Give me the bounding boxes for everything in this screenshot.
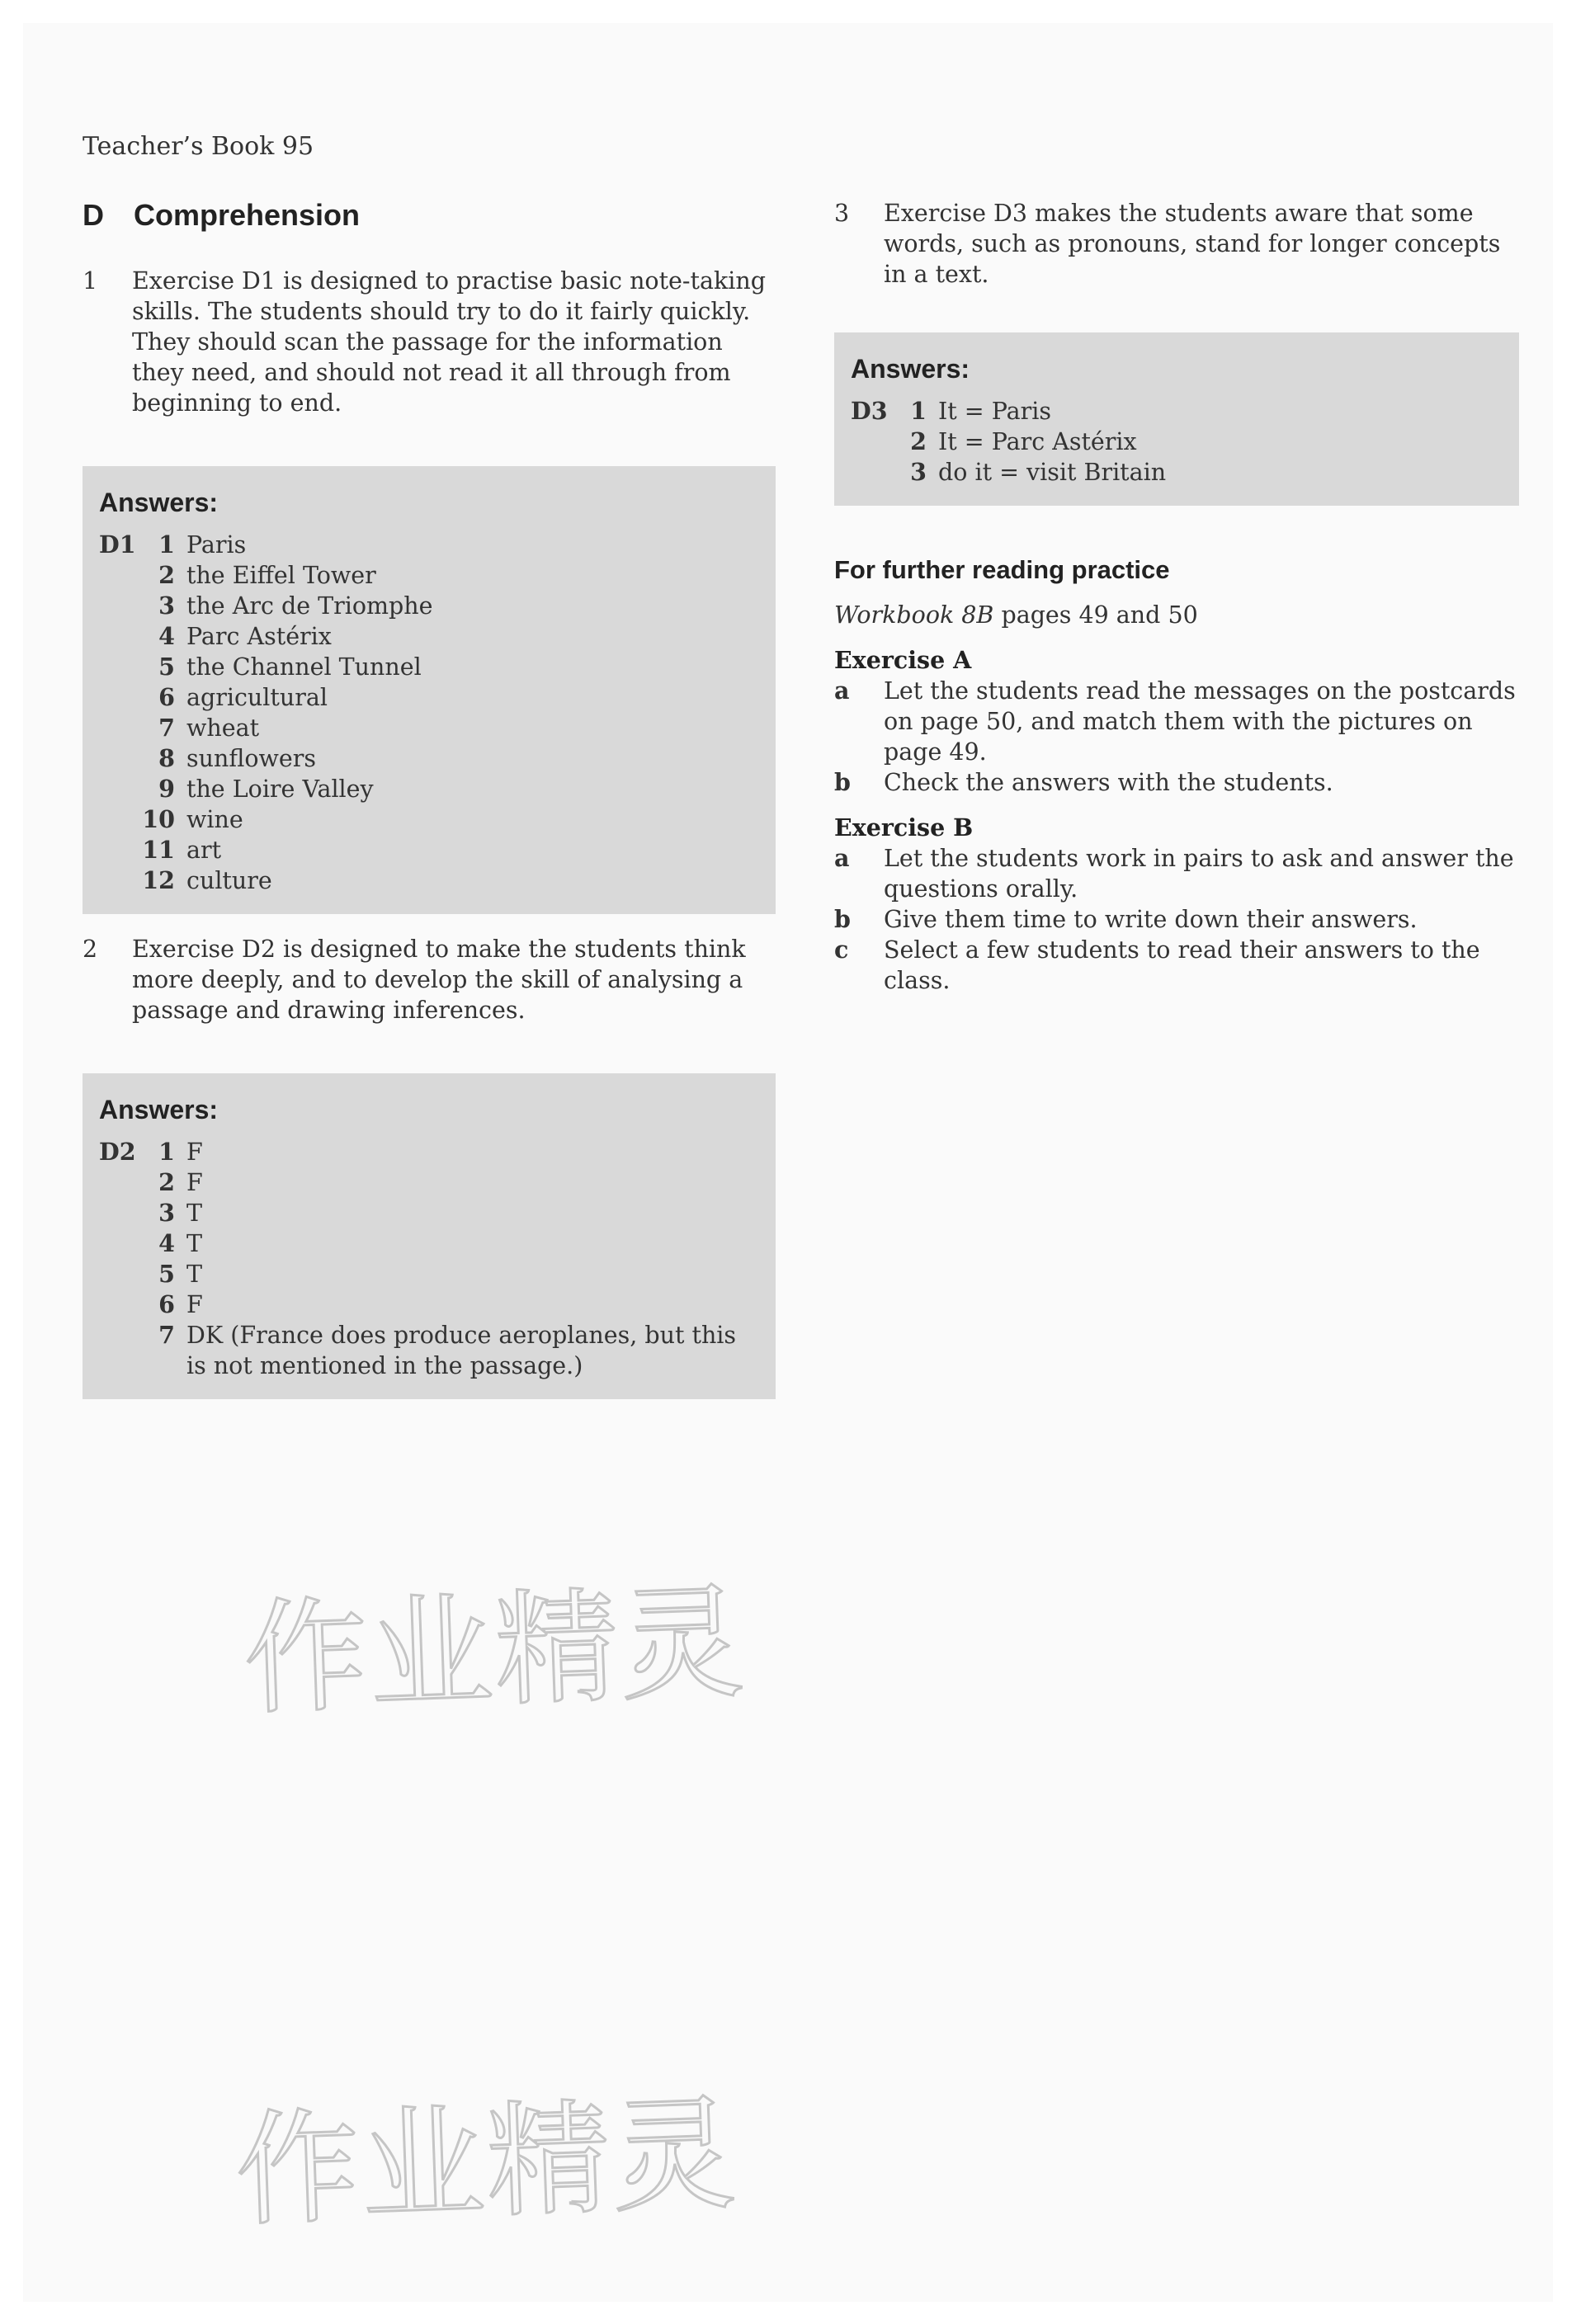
answer-text: the Eiffel Tower bbox=[186, 562, 376, 589]
answer-row bbox=[851, 427, 1499, 457]
paragraph-2 bbox=[83, 934, 776, 1025]
answer-number: 7 bbox=[158, 714, 175, 742]
answer-text: It = Paris bbox=[938, 398, 1051, 425]
workbook-title: Workbook 8B bbox=[834, 601, 994, 629]
answer-row bbox=[99, 1228, 756, 1259]
answer-text: the Arc de Triomphe bbox=[186, 592, 433, 620]
exercise-item bbox=[834, 676, 1519, 767]
exercise-title: Exercise A bbox=[834, 646, 972, 674]
paragraph-number: 3 bbox=[834, 200, 850, 227]
answer-number: 8 bbox=[158, 744, 175, 772]
answer-number: 6 bbox=[158, 1290, 175, 1318]
answer-row bbox=[99, 652, 756, 682]
answer-tag: D2 bbox=[99, 1138, 136, 1166]
answer-row bbox=[99, 1320, 756, 1381]
answer-row bbox=[99, 1137, 756, 1167]
answer-number: 7 bbox=[158, 1321, 175, 1349]
answer-row bbox=[99, 1167, 756, 1198]
answer-number: 6 bbox=[158, 683, 175, 711]
paragraph-3 bbox=[834, 198, 1519, 290]
answers-list-d1 bbox=[99, 530, 756, 896]
item-letter: a bbox=[834, 676, 850, 705]
answer-text: F bbox=[186, 1291, 203, 1318]
answer-text: T bbox=[186, 1230, 203, 1257]
answer-row bbox=[99, 1198, 756, 1228]
answer-text: culture bbox=[186, 867, 272, 894]
answers-list-d2 bbox=[99, 1137, 756, 1381]
paragraph-text: Exercise D2 is designed to make the students think more deeply, and to develop the skill of analysing a passage and drawing inferences. bbox=[132, 936, 746, 1024]
answer-number: 5 bbox=[158, 1260, 175, 1288]
answer-number: 5 bbox=[158, 653, 175, 681]
answer-row bbox=[99, 1259, 756, 1289]
item-letter: a bbox=[834, 844, 850, 872]
item-letter: b bbox=[834, 768, 851, 796]
answer-row bbox=[99, 682, 756, 713]
section-heading bbox=[83, 198, 776, 233]
item-letter: b bbox=[834, 905, 851, 933]
exercise-item bbox=[834, 843, 1519, 904]
answer-row bbox=[99, 835, 756, 865]
answer-text: Paris bbox=[186, 531, 247, 559]
answer-row bbox=[99, 560, 756, 591]
paragraph-1 bbox=[83, 266, 776, 418]
answer-text: wine bbox=[186, 806, 243, 833]
item-text: Let the students work in pairs to ask and answer the questions orally. bbox=[884, 845, 1514, 903]
answer-number: 3 bbox=[158, 1199, 175, 1227]
answer-number: 9 bbox=[158, 775, 175, 803]
paragraph-text: Exercise D3 makes the students aware that some words, such as pronouns, stand for longer concepts in a text. bbox=[884, 200, 1501, 288]
answer-number: 4 bbox=[158, 1229, 175, 1257]
left-column bbox=[83, 198, 776, 1399]
answer-number: 4 bbox=[158, 622, 175, 650]
right-column bbox=[834, 198, 1519, 1011]
watermark: 作业精灵 bbox=[233, 2082, 740, 2244]
item-text: Check the answers with the students. bbox=[884, 769, 1333, 796]
answer-row bbox=[99, 743, 756, 774]
answer-text: It = Parc Astérix bbox=[938, 428, 1137, 455]
answers-list-d3 bbox=[851, 396, 1499, 488]
answer-number: 1 bbox=[158, 1138, 175, 1166]
item-text: Select a few students to read their answers to the class. bbox=[884, 936, 1480, 994]
answer-row bbox=[99, 621, 756, 652]
further-reading-heading: For further reading practice bbox=[834, 555, 1170, 584]
answer-text: sunflowers bbox=[186, 745, 317, 772]
exercise-a bbox=[834, 645, 1519, 798]
answer-row bbox=[851, 396, 1499, 427]
answer-number: 2 bbox=[158, 561, 175, 589]
answers-box-d1 bbox=[83, 466, 776, 914]
answer-text: the Channel Tunnel bbox=[186, 653, 422, 681]
answer-number: 11 bbox=[142, 836, 175, 864]
answers-box-d2 bbox=[83, 1073, 776, 1399]
paragraph-number: 1 bbox=[83, 267, 98, 295]
exercise-item bbox=[834, 935, 1519, 996]
answer-text: Parc Astérix bbox=[186, 623, 332, 650]
exercise-item bbox=[834, 904, 1519, 935]
workbook-reference bbox=[834, 600, 1519, 630]
watermark: 作业精灵 bbox=[241, 1571, 748, 1732]
answer-number: 1 bbox=[158, 530, 175, 559]
workbook-pages: pages 49 and 50 bbox=[1001, 601, 1198, 629]
exercise-item bbox=[834, 767, 1519, 798]
answer-text: art bbox=[186, 837, 222, 864]
answers-box-d3 bbox=[834, 332, 1519, 506]
answer-text: DK (France does produce aeroplanes, but this is not mentioned in the passage.) bbox=[186, 1322, 737, 1379]
answers-heading: Answers: bbox=[99, 488, 219, 517]
answer-number: 10 bbox=[142, 805, 175, 833]
running-head: Teacher’s Book 95 bbox=[83, 132, 314, 161]
answer-tag: D1 bbox=[99, 530, 136, 559]
answer-row bbox=[99, 713, 756, 743]
answer-row bbox=[99, 865, 756, 896]
answer-row bbox=[99, 591, 756, 621]
item-letter: c bbox=[834, 936, 849, 964]
answer-text: do it = visit Britain bbox=[938, 459, 1167, 486]
answer-row bbox=[99, 530, 756, 560]
answer-number: 2 bbox=[910, 427, 927, 455]
answers-heading: Answers: bbox=[851, 354, 970, 384]
answer-text: the Loire Valley bbox=[186, 775, 374, 803]
answer-text: T bbox=[186, 1261, 203, 1288]
answer-number: 2 bbox=[158, 1168, 175, 1196]
answer-row bbox=[99, 1289, 756, 1320]
paragraph-text: Exercise D1 is designed to practise basic note-taking skills. The students should try to do it fairly quickly. They should scan the passage for the information they need, and should not read it all through from beginning to end. bbox=[132, 267, 766, 417]
answers-heading: Answers: bbox=[99, 1095, 219, 1124]
answer-number: 1 bbox=[910, 397, 927, 425]
answer-text: F bbox=[186, 1169, 203, 1196]
answer-number: 12 bbox=[142, 866, 175, 894]
answer-text: F bbox=[186, 1138, 203, 1166]
answer-row bbox=[99, 774, 756, 804]
answer-text: agricultural bbox=[186, 684, 328, 711]
section-letter: D bbox=[83, 198, 104, 232]
section-title: Comprehension bbox=[134, 198, 361, 232]
answer-number: 3 bbox=[910, 458, 927, 486]
answer-text: T bbox=[186, 1200, 203, 1227]
paragraph-number: 2 bbox=[83, 936, 98, 963]
answer-number: 3 bbox=[158, 592, 175, 620]
exercise-b bbox=[834, 813, 1519, 996]
answer-text: wheat bbox=[186, 714, 260, 742]
item-text: Give them time to write down their answers. bbox=[884, 906, 1418, 933]
answer-row bbox=[851, 457, 1499, 488]
answer-tag: D3 bbox=[851, 397, 888, 425]
item-text: Let the students read the messages on the postcards on page 50, and match them with the pictures on page 49. bbox=[884, 677, 1516, 766]
exercise-title: Exercise B bbox=[834, 813, 974, 841]
answer-row bbox=[99, 804, 756, 835]
